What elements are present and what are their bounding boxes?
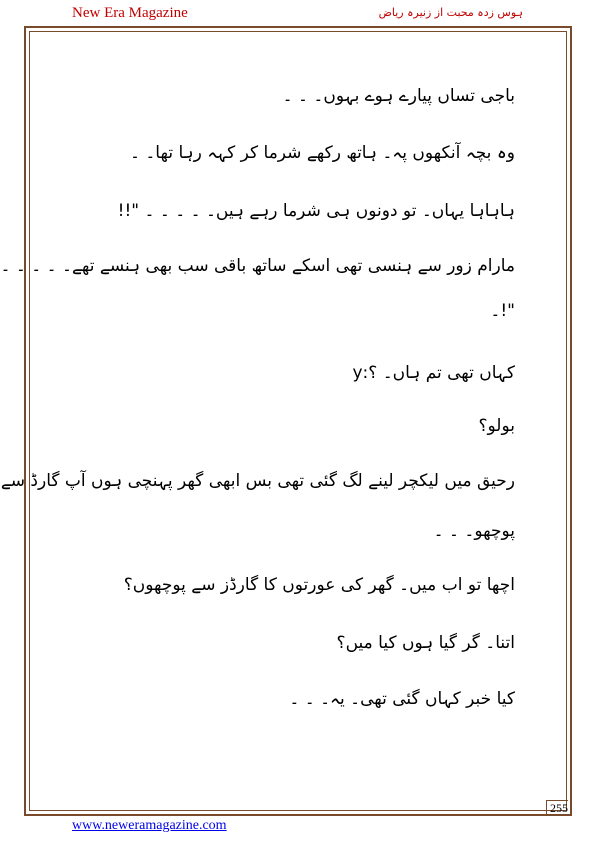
- text-line: کہاں تھی تم ہاں۔ ؟:y: [352, 363, 515, 383]
- text-line: اچھا تو اب میں۔ گھر کی عورتوں کا گارڈز سے پوچھوں؟: [123, 575, 515, 595]
- magazine-name: New Era Magazine: [72, 5, 188, 21]
- website-link[interactable]: www.neweramagazine.com: [72, 818, 227, 833]
- text-line: بولو؟: [478, 416, 515, 436]
- text-line: "!۔: [490, 301, 515, 321]
- text-line: وہ بچہ آنکھوں پہ۔ ہاتھ رکھے شرما کر کہہ رہا تھا۔ ۔: [129, 143, 515, 163]
- text-line: کیا خبر کہاں گئی تھی۔ یہ۔ ۔ ۔: [289, 689, 515, 709]
- text-line: رحیق میں لیکچر لینے لگ گئی تھی بس ابھی گھر پہنچی ہوں آپ گارڈ سے: [0, 471, 515, 491]
- text-line: باجی تساں پیارے ہوے بہوں۔ ۔ ۔: [282, 86, 515, 106]
- text-line: پوچھو۔ ۔ ۔: [433, 521, 515, 541]
- page-number: 255: [546, 800, 568, 815]
- text-line: ہاہاہا یہاں۔ تو دونوں ہی شرما رہے ہیں۔ ۔ ۔ ۔ ۔ "!!: [117, 201, 515, 221]
- text-line: مارام زور سے ہنسی تھی اسکے ساتھ باقی سب بھی ہنسے تھے۔ ۔ ۔ ۔ ۔: [0, 256, 515, 276]
- text-line: اتنا۔ گر گیا ہوں کیا میں؟: [336, 633, 515, 653]
- novel-title: ہوس زدہ محبت از زنیرہ ریاض: [378, 6, 523, 19]
